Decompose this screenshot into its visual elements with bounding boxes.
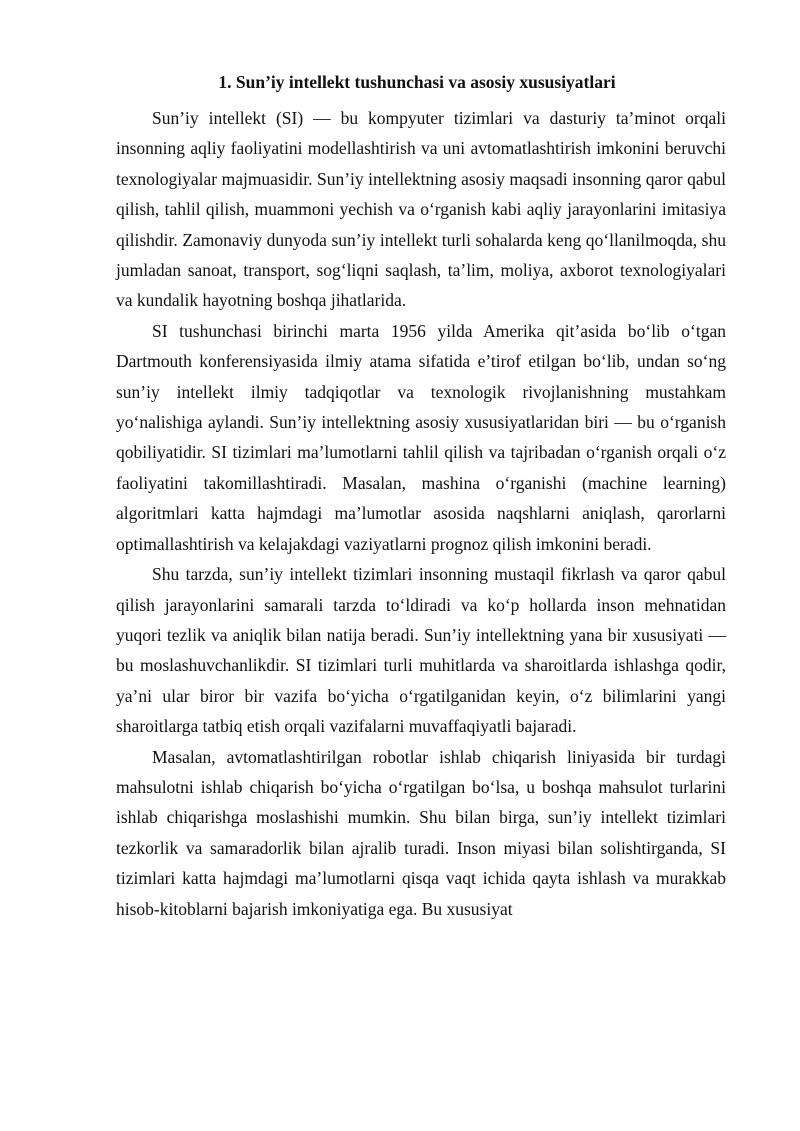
paragraph-definition: Sun’iy intellekt (SI) — bu kompyuter tizimlari va dasturiy ta’minot orqali insonning aqliy faoliyatini modellashtirish va uni avtomatlashtirish imkonini beruvchi texnologiyalar majmuasidir. Sun’iy intellektning asosiy maqsadi insonning qaror qabul qilish, tahlil qilish, muammoni yechish va o‘rganish kabi aqliy jarayonlarini imitasiya qilishdir. Zamonaviy dunyoda sun’iy intellekt turli sohalarda keng qo‘llanilmoqda, shu jumladan sanoat, transport, sog‘liqni saqlash, ta’lim, moliya, axborot texnologiyalari va kundalik hayotning boshqa jihatlarida. [116, 108, 726, 311]
paragraph-adaptability: Shu tarzda, sun’iy intellekt tizimlari insonning mustaqil fikrlash va qaror qabul qilish jarayonlarini samarali tarzda to‘ldiradi va ko‘p hollarda inson mehnatidan yuqori tezlik va aniqlik bilan natija beradi. Sun’iy intellektning yana bir xususiyati — bu moslashuvchanlikdir. SI tizimlari turli muhitlarda va sharoitlarda ishlashga qodir, ya’ni ular biror bir vazifa bo‘yicha o‘rgatilganidan keyin, o‘z bilimlarini yangi sharoitlarga tatbiq etish orqali vazifalarni muvaffaqiyatli bajaradi. [116, 564, 726, 737]
paragraph-history: SI tushunchasi birinchi marta 1956 yilda Amerika qit’asida bo‘lib o‘tgan Dartmouth konferensiyasida ilmiy atama sifatida e’tirof etilgan bo‘lib, undan so‘ng sun’iy intellekt ilmiy tadqiqotlar va texnologik rivojlanishning mustahkam yo‘nalishiga aylandi. Sun’iy intellektning asosiy xususiyatlaridan biri — bu o‘rganish qobiliyatidir. SI tizimlari ma’lumotlarni tahlil qilish va tajribadan o‘rganish orqali o‘z faoliyatini takomillashtiradi. Masalan, mashina o‘rganishi (machine learning) algoritmlari katta hajmdagi ma’lumotlar asosida naqshlarni aniqlash, qarorlarni optimallashtirish va kelajakdagi vaziyatlarni prognoz qilish imkonini beradi. [116, 320, 726, 554]
section-title: 1. Sun’iy intellekt tushunchasi va asosiy xususiyatlari [218, 72, 616, 92]
paragraph-example: Masalan, avtomatlashtirilgan robotlar ishlab chiqarish liniyasida bir turdagi mahsulotni ishlab chiqarish bo‘yicha o‘rgatilgan bo‘lsa, u boshqa mahsulot turlarini ishlab chiqarishga moslashishi mumkin. Shu bilan birga, sun’iy intellekt tizimlari tezkorlik va samaradorlik bilan ajralib turadi. Inson miyasi bilan solishtirganda, SI tizimlari katta hajmdagi ma’lumotlarni qisqa vaqt ichida qayta ishlash va murakkab hisob-kitoblarni bajarish imkoniyatiga ega. Bu xususiyat [116, 746, 726, 919]
document-body [116, 103, 726, 924]
